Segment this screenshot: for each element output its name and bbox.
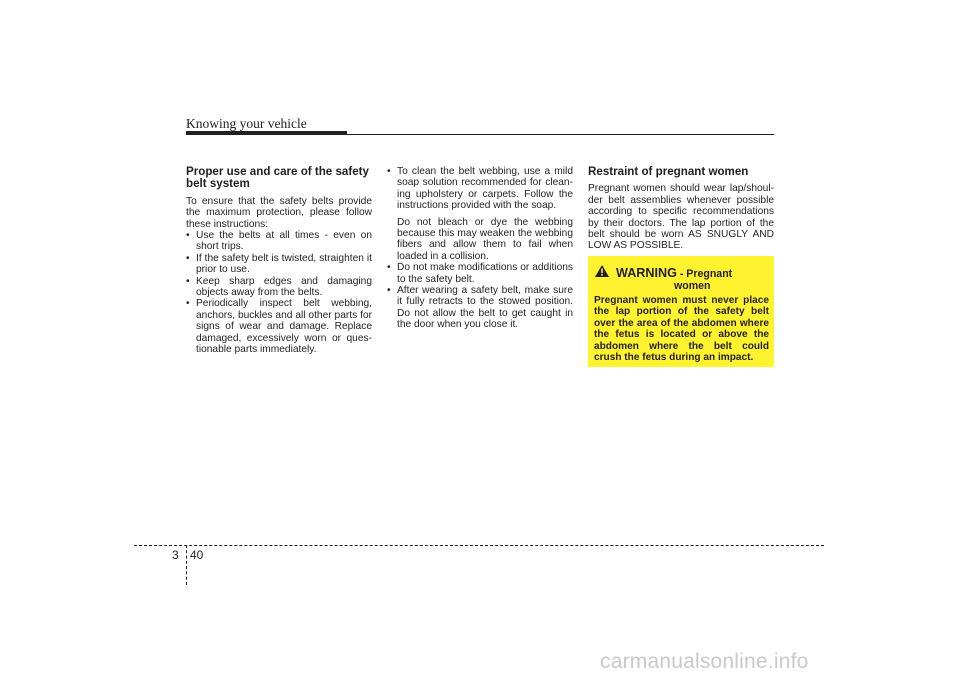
footer-rule	[134, 545, 824, 546]
list-item	[387, 166, 573, 262]
cleaning-instruction: • To clean the belt webbing, use a mild soap solution recommended for clean-ing upholstery or carpets. Follow the instructions provided with the soap.	[397, 166, 573, 212]
warning-triangle-icon	[595, 265, 609, 277]
warning-subject-line2: women	[674, 280, 711, 292]
page-number: 40	[190, 548, 204, 562]
warning-heading	[616, 267, 766, 280]
column-safety-belt-care	[186, 166, 372, 356]
intro-paragraph: To ensure that the safety belts provide the maximum protection, please follow these instructions:	[186, 195, 372, 230]
list-item: • If the safety belt is twisted, straighten it prior to use.	[186, 253, 372, 276]
bullet-list-care	[186, 230, 372, 355]
bleach-warning: Do not bleach or dye the webbing because this may weaken the webbing fibers and allow them to fail when loaded in a collision.	[397, 216, 573, 262]
header-title: Knowing your vehicle	[186, 116, 307, 131]
list-item: • Do not make modifications or additions to the safety belt.	[387, 262, 573, 285]
section-number: 3	[172, 548, 179, 562]
header-rule	[186, 134, 774, 135]
list-item: • Periodically inspect belt webbing, anchors, buckles and all other parts for signs of wear and damage. Replace damaged, excessively worn or ques-tionable parts immediately.	[186, 298, 372, 355]
section-heading-belt-care: Proper use and care of the safety belt system	[186, 165, 369, 191]
watermark: carmanualsonline.info	[600, 650, 809, 673]
column-belt-cleaning	[387, 166, 573, 331]
list-item: • Keep sharp edges and damaging objects away from the belts.	[186, 276, 372, 299]
footer-divider	[186, 545, 187, 585]
list-item: • After wearing a safety belt, make sure it fully retracts to the stowed position. Do not allow the belt to get caught in the door when you close it.	[387, 285, 573, 331]
warning-label: WARNING	[616, 266, 677, 280]
bullet-list-cleaning	[387, 166, 573, 331]
warning-text: Pregnant women must never place the lap portion of the safety belt over the area of the abdomen where the fetus is located or above the abdomen where the belt could crush the fetus during an impact.	[594, 295, 769, 364]
warning-subject: - Pregnant	[676, 268, 733, 280]
list-item: • Use the belts at all times - even on short trips.	[186, 230, 372, 253]
section-heading-pregnant: Restraint of pregnant women	[588, 165, 749, 178]
pregnant-paragraph: Pregnant women should wear lap/shoul-der belt assemblies whenever possible according to specific recommendations by their doctors. The lap portion of the belt should be worn AS SNUGLY AND LOW AS POSSIBLE.	[588, 183, 774, 252]
warning-box	[588, 256, 774, 367]
column-pregnant-women	[588, 166, 774, 252]
